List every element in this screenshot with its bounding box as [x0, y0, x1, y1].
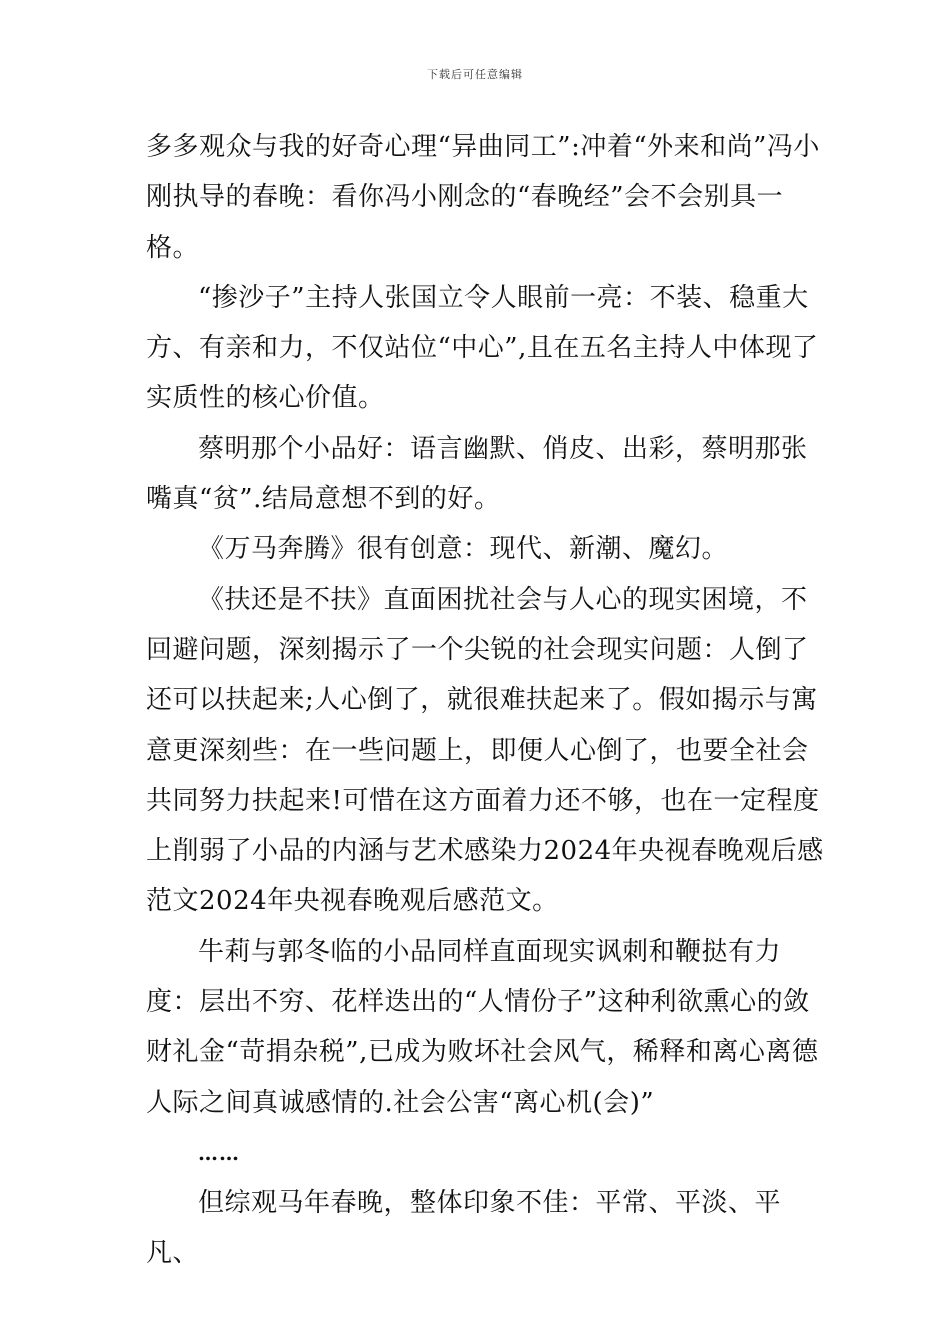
paragraph-3: 蔡明那个小品好：语言幽默、俏皮、出彩，蔡明那张嘴真“贫”.结局意想不到的好。 — [146, 433, 808, 515]
paragraph-1: 多多观众与我的好奇心理“异曲同工”:冲着“外来和尚”冯小刚执导的春晚：看你冯小刚念的“春晚经”会不会别具一格。 — [146, 132, 820, 263]
paragraph-6: 牛莉与郭冬临的小品同样直面现实讽刺和鞭挞有力度：层出不穷、花样迭出的“人情份子”这种利欲熏心的敛财礼金“苛捐杂税”,已成为败坏社会风气，稀释和离心离德人际之间真诚感情的.社会公害“离心机(会)” — [146, 936, 819, 1118]
ellipsis-line: …… — [198, 1140, 240, 1165]
page-header: 下载后可任意编辑 — [427, 68, 523, 81]
paragraph-2: “掺沙子”主持人张国立令人眼前一亮：不装、稳重大方、有亲和力，不仅站位“中心”,且在五名主持人中体现了实质性的核心价值。 — [146, 282, 819, 414]
paragraph-4: 《万马奔腾》很有创意：现代、新潮、魔幻。 — [198, 534, 729, 565]
paragraph-7: 但综观马年春晚，整体印象不佳：平常、平淡、平凡、 — [146, 1187, 782, 1269]
paragraph-5: 《扶还是不扶》直面困扰社会与人心的现实困境，不回避问题，深刻揭示了一个尖锐的社会现实问题：人倒了还可以扶起来;人心倒了，就很难扶起来了。假如揭示与寓意更深刻些：在一些问题上，即便人心倒了，也要全社会共同努力扶起来!可惜在这方面着力还不够，也在一定程度上削弱了小品的内涵与艺术感染力2024年央视春晚观后感范文2024年央视春晚观后感范文。 — [146, 584, 824, 917]
document-body — [146, 122, 826, 1279]
